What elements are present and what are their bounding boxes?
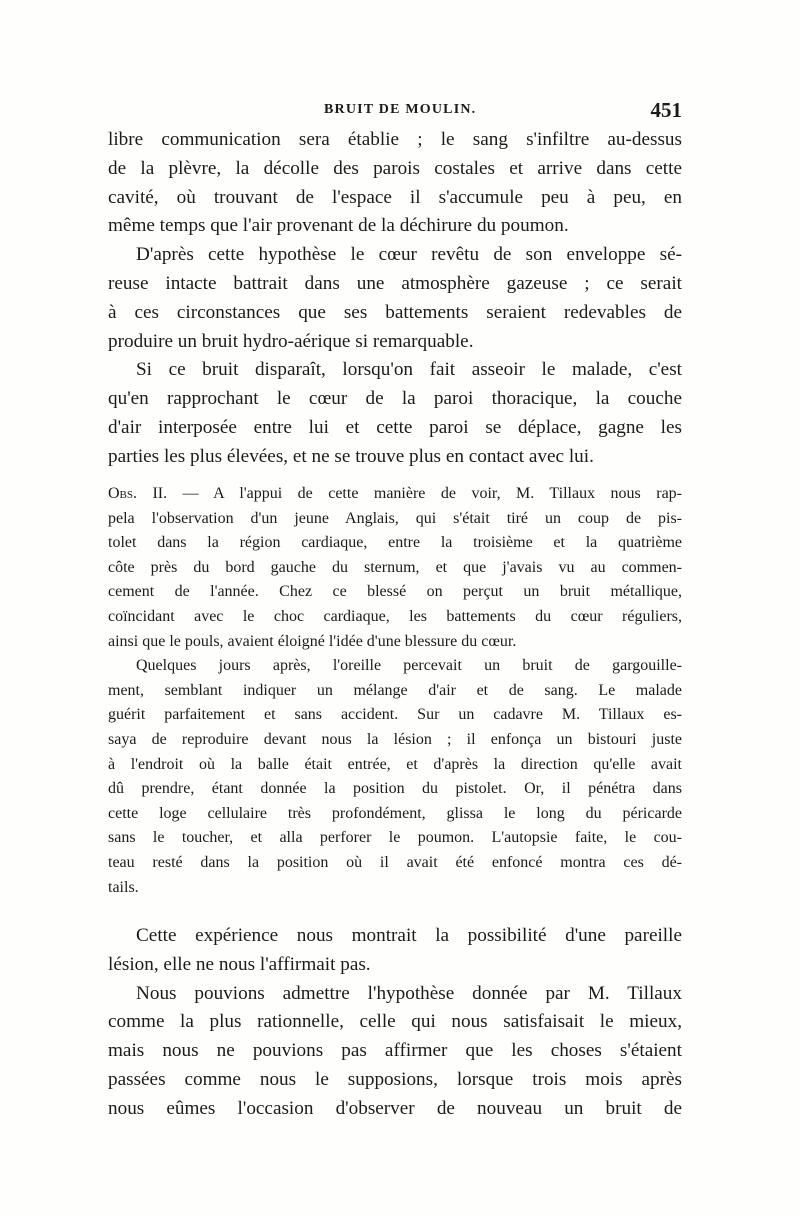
text-line: Cette expérience nous montrait la possibilité d'une pareille [136, 925, 682, 946]
text-line: Nous pouvions admettre l'hypothèse donnée par M. Tillaux [136, 982, 682, 1004]
text-line: à l'endroit où la balle était entrée, et d'après la direction qu'elle avait [108, 755, 682, 773]
text-line: mais nous ne pouvions pas affirmer que les choses s'étaient [108, 1040, 682, 1062]
paragraph-block-3 [108, 922, 682, 1124]
text-line: dû prendre, étant donnée la position du pistolet. Or, il pénétra dans [108, 780, 682, 798]
text-line: même temps que l'air provenant de la déchirure du poumon. [108, 215, 569, 237]
text-line: comme la plus rationnelle, celle qui nous satisfaisait le mieux, [108, 1011, 682, 1033]
text-line: produire un bruit hydro-aérique si remarquable. [108, 330, 474, 352]
text-line: coïncidant avec le choc cardiaque, les battements du cœur réguliers, [108, 607, 682, 625]
text-line: passées comme nous le supposions, lorsque trois mois après [108, 1068, 682, 1090]
text-line: pela l'observation d'un jeune Anglais, qui s'était tiré un coup de pis- [108, 509, 682, 527]
text-line: libre communication sera établie ; le sang s'infiltre au-dessus [108, 129, 682, 150]
text-line: cement de l'année. Chez ce blessé on perçut un bruit métallique, [108, 583, 682, 601]
text-line: qu'en rapprochant le cœur de la paroi thoracique, la couche [108, 388, 682, 410]
text-line: guérit parfaitement et sans accident. Sur un cadavre M. Tillaux es- [108, 706, 682, 724]
text-line: d'air interposée entre lui et cette paroi se déplace, gagne les [108, 416, 682, 438]
observation-first-line-text: — A l'appui de cette manière de voir, M. Tillaux nous rap- [167, 485, 682, 502]
observation-block [108, 482, 682, 900]
text-line: ment, semblant indiquer un mélange d'air et de sang. Le malade [108, 681, 682, 699]
text-line: Si ce bruit disparaît, lorsqu'on fait asseoir le malade, c'est [136, 359, 682, 381]
text-line: cette loge cellulaire très profondément, glissa le long du péricarde [108, 804, 682, 822]
text-line: cavité, où trouvant de l'espace il s'accumule peu à peu, en [108, 186, 682, 208]
text-line: à ces circonstances que ses battements seraient redevables de [108, 301, 682, 323]
running-head: BRUIT DE MOULIN. [324, 102, 477, 117]
page-number: 451 [650, 98, 682, 122]
page-header [108, 98, 682, 124]
text-line: parties les plus élevées, et ne se trouve plus en contact avec lui. [108, 445, 594, 467]
text-line: de la plèvre, la décolle des parois costales et arrive dans cette [108, 157, 682, 179]
text-line: tolet dans la région cardiaque, entre la troisième et la quatrième [108, 534, 682, 552]
text-line: nous eûmes l'occasion d'observer de nouveau un bruit de [108, 1097, 682, 1119]
text-line: Quelques jours après, l'oreille percevait un bruit de gargouille- [136, 657, 682, 675]
text-line: sans le toucher, et alla perforer le poumon. L'autopsie faite, le cou- [108, 829, 682, 847]
text-line: teau resté dans la position où il avait été enfoncé montra ces dé- [108, 853, 682, 871]
text-line: reuse intacte battrait dans une atmosphère gazeuse ; ce serait [108, 272, 682, 294]
text-line: D'après cette hypothèse le cœur revêtu de son enveloppe sé- [136, 244, 682, 266]
observation-first-line [108, 482, 682, 507]
observation-label: Obs. II. [108, 485, 168, 502]
paragraph-block-1 [108, 126, 682, 472]
text-line: lésion, elle ne nous l'affirmait pas. [108, 953, 371, 975]
text-line: ainsi que le pouls, avaient éloigné l'idée d'une blessure du cœur. [108, 632, 517, 650]
text-line: tails. [108, 878, 139, 896]
text-line: côte près du bord gauche du sternum, et que j'avais vu au commen- [108, 558, 682, 576]
text-line: saya de reproduire devant nous la lésion ; il enfonça un bistouri juste [108, 730, 682, 748]
